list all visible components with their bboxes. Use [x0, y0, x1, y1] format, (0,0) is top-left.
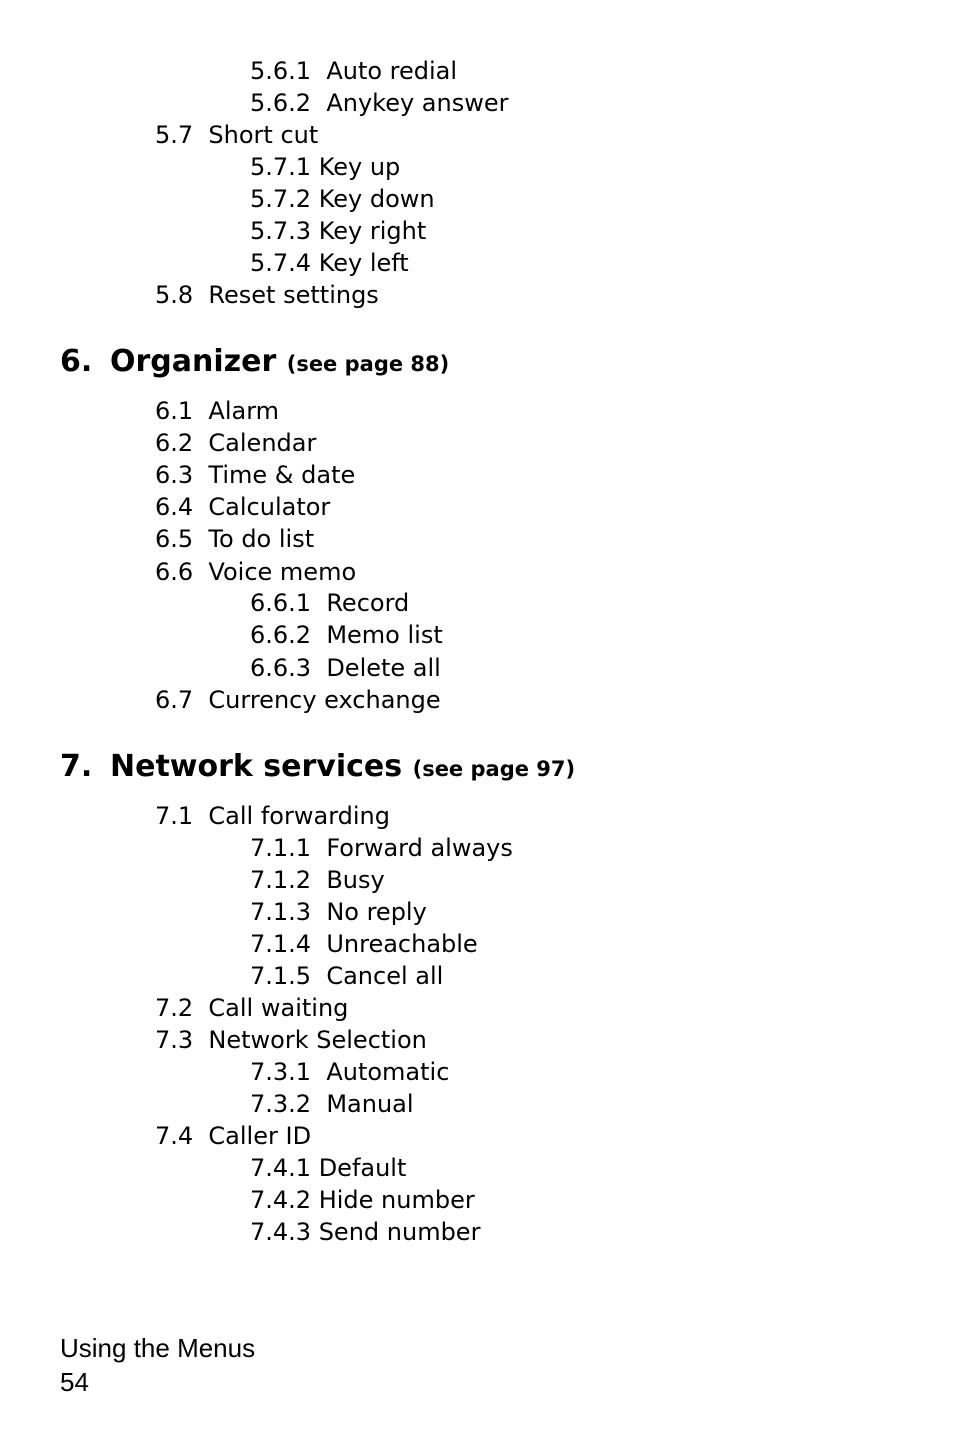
menu-item-7-1-2: 7.1.2 Busy [250, 866, 385, 894]
menu-item-6-3: 6.3 Time & date [155, 461, 356, 489]
menu-item-6-4: 6.4 Calculator [155, 493, 331, 521]
menu-item-6-7: 6.7 Currency exchange [155, 686, 441, 714]
section-heading-organizer [60, 342, 449, 382]
menu-item-7-1-1: 7.1.1 Forward always [250, 834, 513, 862]
page-reference: (see page 97) [412, 757, 576, 781]
menu-item-6-6-1: 6.6.1 Record [250, 589, 410, 617]
menu-item-7-1: 7.1 Call forwarding [155, 802, 390, 830]
menu-item-7-1-3: 7.1.3 No reply [250, 898, 427, 926]
menu-item-6-5: 6.5 To do list [155, 525, 315, 553]
section-title: Organizer [110, 344, 277, 379]
menu-item-7-3: 7.3 Network Selection [155, 1026, 427, 1054]
menu-item-7-4-1: 7.4.1 Default [250, 1154, 407, 1182]
menu-item-7-3-1: 7.3.1 Automatic [250, 1058, 450, 1086]
menu-item-7-3-2: 7.3.2 Manual [250, 1090, 414, 1118]
menu-item-7-1-5: 7.1.5 Cancel all [250, 962, 444, 990]
menu-item-6-6-3: 6.6.3 Delete all [250, 654, 441, 682]
menu-item-6-1: 6.1 Alarm [155, 397, 280, 425]
menu-item-7-1-4: 7.1.4 Unreachable [250, 930, 478, 958]
section-heading-network-services [60, 747, 575, 787]
menu-item-5-8: 5.8 Reset settings [155, 281, 379, 309]
menu-item-7-2: 7.2 Call waiting [155, 994, 349, 1022]
menu-item-7-4-3: 7.4.3 Send number [250, 1218, 481, 1246]
footer-page-number: 54 [60, 1367, 89, 1397]
page-reference: (see page 88) [286, 352, 450, 376]
menu-item-5-6-2: 5.6.2 Anykey answer [250, 89, 509, 117]
menu-item-5-6-1: 5.6.1 Auto redial [250, 57, 458, 85]
menu-item-7-4-2: 7.4.2 Hide number [250, 1186, 475, 1214]
menu-item-5-7-3: 5.7.3 Key right [250, 217, 427, 245]
footer-chapter-title: Using the Menus [60, 1333, 256, 1363]
section-number: 7. [60, 749, 93, 784]
menu-item-5-7-2: 5.7.2 Key down [250, 185, 435, 213]
menu-item-5-7-1: 5.7.1 Key up [250, 153, 401, 181]
menu-item-6-6-2: 6.6.2 Memo list [250, 621, 443, 649]
menu-item-5-7-4: 5.7.4 Key left [250, 249, 409, 277]
menu-item-6-2: 6.2 Calendar [155, 429, 317, 457]
section-title: Network services [110, 749, 403, 784]
menu-item-6-6: 6.6 Voice memo [155, 558, 357, 586]
menu-item-7-4: 7.4 Caller ID [155, 1122, 312, 1150]
menu-item-5-7: 5.7 Short cut [155, 121, 319, 149]
section-number: 6. [60, 344, 93, 379]
